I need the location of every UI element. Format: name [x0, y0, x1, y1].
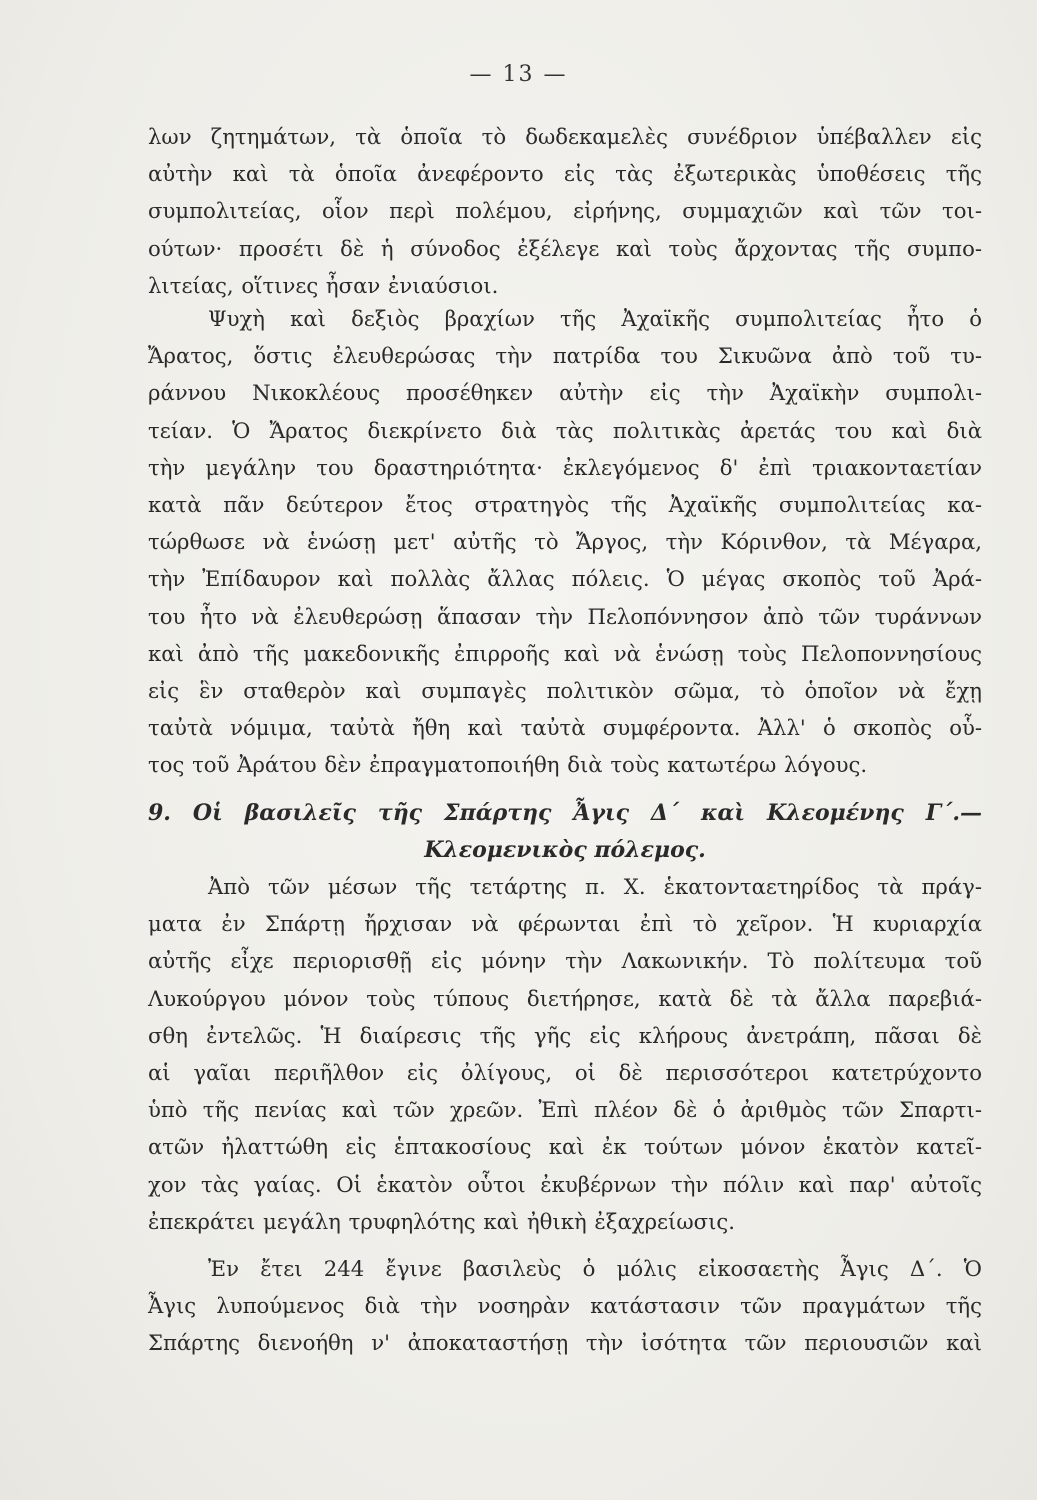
text-line: ράννου Νικοκλέους προσέθηκεν αὐτὴν εἰς τὴν Ἀχαϊκὴν συμπολι-	[148, 380, 982, 406]
text-line: ταὐτὰ νόμιμα, ταὐτὰ ἤθη καὶ ταὐτὰ συμφέροντα. Ἀλλ' ὁ σκοπὸς οὗ-	[148, 715, 982, 741]
section-heading-line-1: 9. Οἱ βασιλεῖς τῆς Σπάρτης Ἆγις Δ΄ καὶ Κλεομένης Γ΄.—	[148, 800, 982, 826]
text-line: αἱ γαῖαι περιῆλθον εἰς ὀλίγους, οἱ δὲ περισσότεροι κατετρύχοντο	[148, 1059, 982, 1085]
paragraph-1	[148, 118, 982, 304]
text-line: χον τὰς γαίας. Οἱ ἑκατὸν οὗτοι ἐκυβέρνων τὴν πόλιν καὶ παρ' αὐτοῖς	[148, 1171, 982, 1197]
text-line: τος τοῦ Ἀράτου δὲν ἐπραγματοποιήθη διὰ τοὺς κατωτέρω λόγους.	[148, 752, 868, 778]
text-line: καὶ ἀπὸ τῆς μακεδονικῆς ἐπιρροῆς καὶ νὰ ἑνώσῃ τοὺς Πελοποννησίους	[148, 640, 982, 666]
text-line: Σπάρτης διενοήθη ν' ἀποκαταστήσῃ τὴν ἰσότητα τῶν περιουσιῶν καὶ	[148, 1330, 982, 1356]
text-line: Λυκούργου μόνον τοὺς τύπους διετήρησε, κατὰ δὲ τὰ ἄλλα παρεβιά-	[148, 985, 982, 1011]
text-line: κατὰ πᾶν δεύτερον ἔτος στρατηγὸς τῆς Ἀχαϊκῆς συμπολιτείας κα-	[148, 491, 982, 517]
text-line: συμπολιτείας, οἷον περὶ πολέμου, εἰρήνης, συμμαχιῶν καὶ τῶν τοι-	[148, 198, 982, 224]
text-line: Ἀπὸ τῶν μέσων τῆς τετάρτης π. Χ. ἑκατονταετηρίδος τὰ πράγ-	[208, 874, 982, 899]
text-line: εἰς ἓν σταθερὸν καὶ συμπαγὲς πολιτικὸν σῶμα, τὸ ὁποῖον νὰ ἔχῃ	[148, 677, 982, 703]
text-line: λων ζητημάτων, τὰ ὁποῖα τὸ δωδεκαμελὲς συνέδριον ὑπέβαλλεν εἰς	[148, 124, 982, 149]
paragraph-3	[148, 868, 982, 1240]
text-line: τείαν. Ὁ Ἄρατος διεκρίνετο διὰ τὰς πολιτικὰς ἀρετάς του καὶ διὰ	[148, 417, 982, 443]
text-line: αὐτὴν καὶ τὰ ὁποῖα ἀνεφέροντο εἰς τὰς ἐξωτερικὰς ὑποθέσεις τῆς	[148, 161, 982, 187]
text-line: αὐτῆς εἶχε περιορισθῇ εἰς μόνην τὴν Λακωνικήν. Τὸ πολίτευμα τοῦ	[148, 948, 982, 974]
text-line: τώρθωσε νὰ ἑνώσῃ μετ' αὐτῆς τὸ Ἄργος, τὴν Κόρινθον, τὰ Μέγαρα,	[148, 529, 982, 555]
paragraph-4	[148, 1250, 982, 1362]
section-heading	[148, 795, 982, 869]
text-line: τὴν Ἐπίδαυρον καὶ πολλὰς ἄλλας πόλεις. Ὁ μέγας σκοπὸς τοῦ Ἀρά-	[148, 566, 982, 592]
text-line: Ἆγις λυπούμενος διὰ τὴν νοσηρὰν κατάστασιν τῶν πραγμάτων τῆς	[148, 1293, 982, 1319]
text-line: σθη ἐντελῶς. Ἡ διαίρεσις τῆς γῆς εἰς κλήρους ἀνετράπη, πᾶσαι δὲ	[148, 1022, 982, 1048]
section-heading-line-2: Κλεομενικὸς πόλεμος.	[424, 837, 706, 863]
text-line: ατῶν ἠλαττώθη εἰς ἑπτακοσίους καὶ ἐκ τούτων μόνον ἑκατὸν κατεῖ-	[148, 1134, 982, 1160]
page-number: — 13 —	[469, 62, 568, 87]
text-line: τὴν μεγάλην του δραστηριότητα· ἐκλεγόμενος δ' ἐπὶ τριακονταετίαν	[148, 454, 982, 480]
text-line: ἐπεκράτει μεγάλη τρυφηλότης καὶ ἠθικὴ ἐξαχρείωσις.	[148, 1208, 735, 1234]
text-line: ματα ἐν Σπάρτῃ ἤρχισαν νὰ φέρωνται ἐπὶ τὸ χεῖρον. Ἡ κυριαρχία	[148, 911, 982, 937]
text-line: λιτείας, οἵτινες ἦσαν ἐνιαύσιοι.	[148, 272, 499, 298]
text-line: Ψυχὴ καὶ δεξιὸς βραχίων τῆς Ἀχαϊκῆς συμπολιτείας ἦτο ὁ	[208, 306, 982, 331]
text-line: Ἐν ἔτει 244 ἔγινε βασιλεὺς ὁ μόλις εἰκοσαετὴς Ἆγις Δ΄. Ὁ	[208, 1256, 982, 1281]
paragraph-2	[148, 300, 982, 783]
text-line: Ἄρατος, ὅστις ἐλευθερώσας τὴν πατρίδα του Σικυῶνα ἀπὸ τοῦ τυ-	[148, 343, 982, 369]
text-line: του ἦτο νὰ ἐλευθερώσῃ ἅπασαν τὴν Πελοπόννησον ἀπὸ τῶν τυράννων	[148, 603, 982, 629]
text-line: ὑπὸ τῆς πενίας καὶ τῶν χρεῶν. Ἐπὶ πλέον δὲ ὁ ἀριθμὸς τῶν Σπαρτι-	[148, 1097, 982, 1123]
text-line: ούτων· προσέτι δὲ ἡ σύνοδος ἐξέλεγε καὶ τοὺς ἄρχοντας τῆς συμπο-	[148, 235, 982, 261]
